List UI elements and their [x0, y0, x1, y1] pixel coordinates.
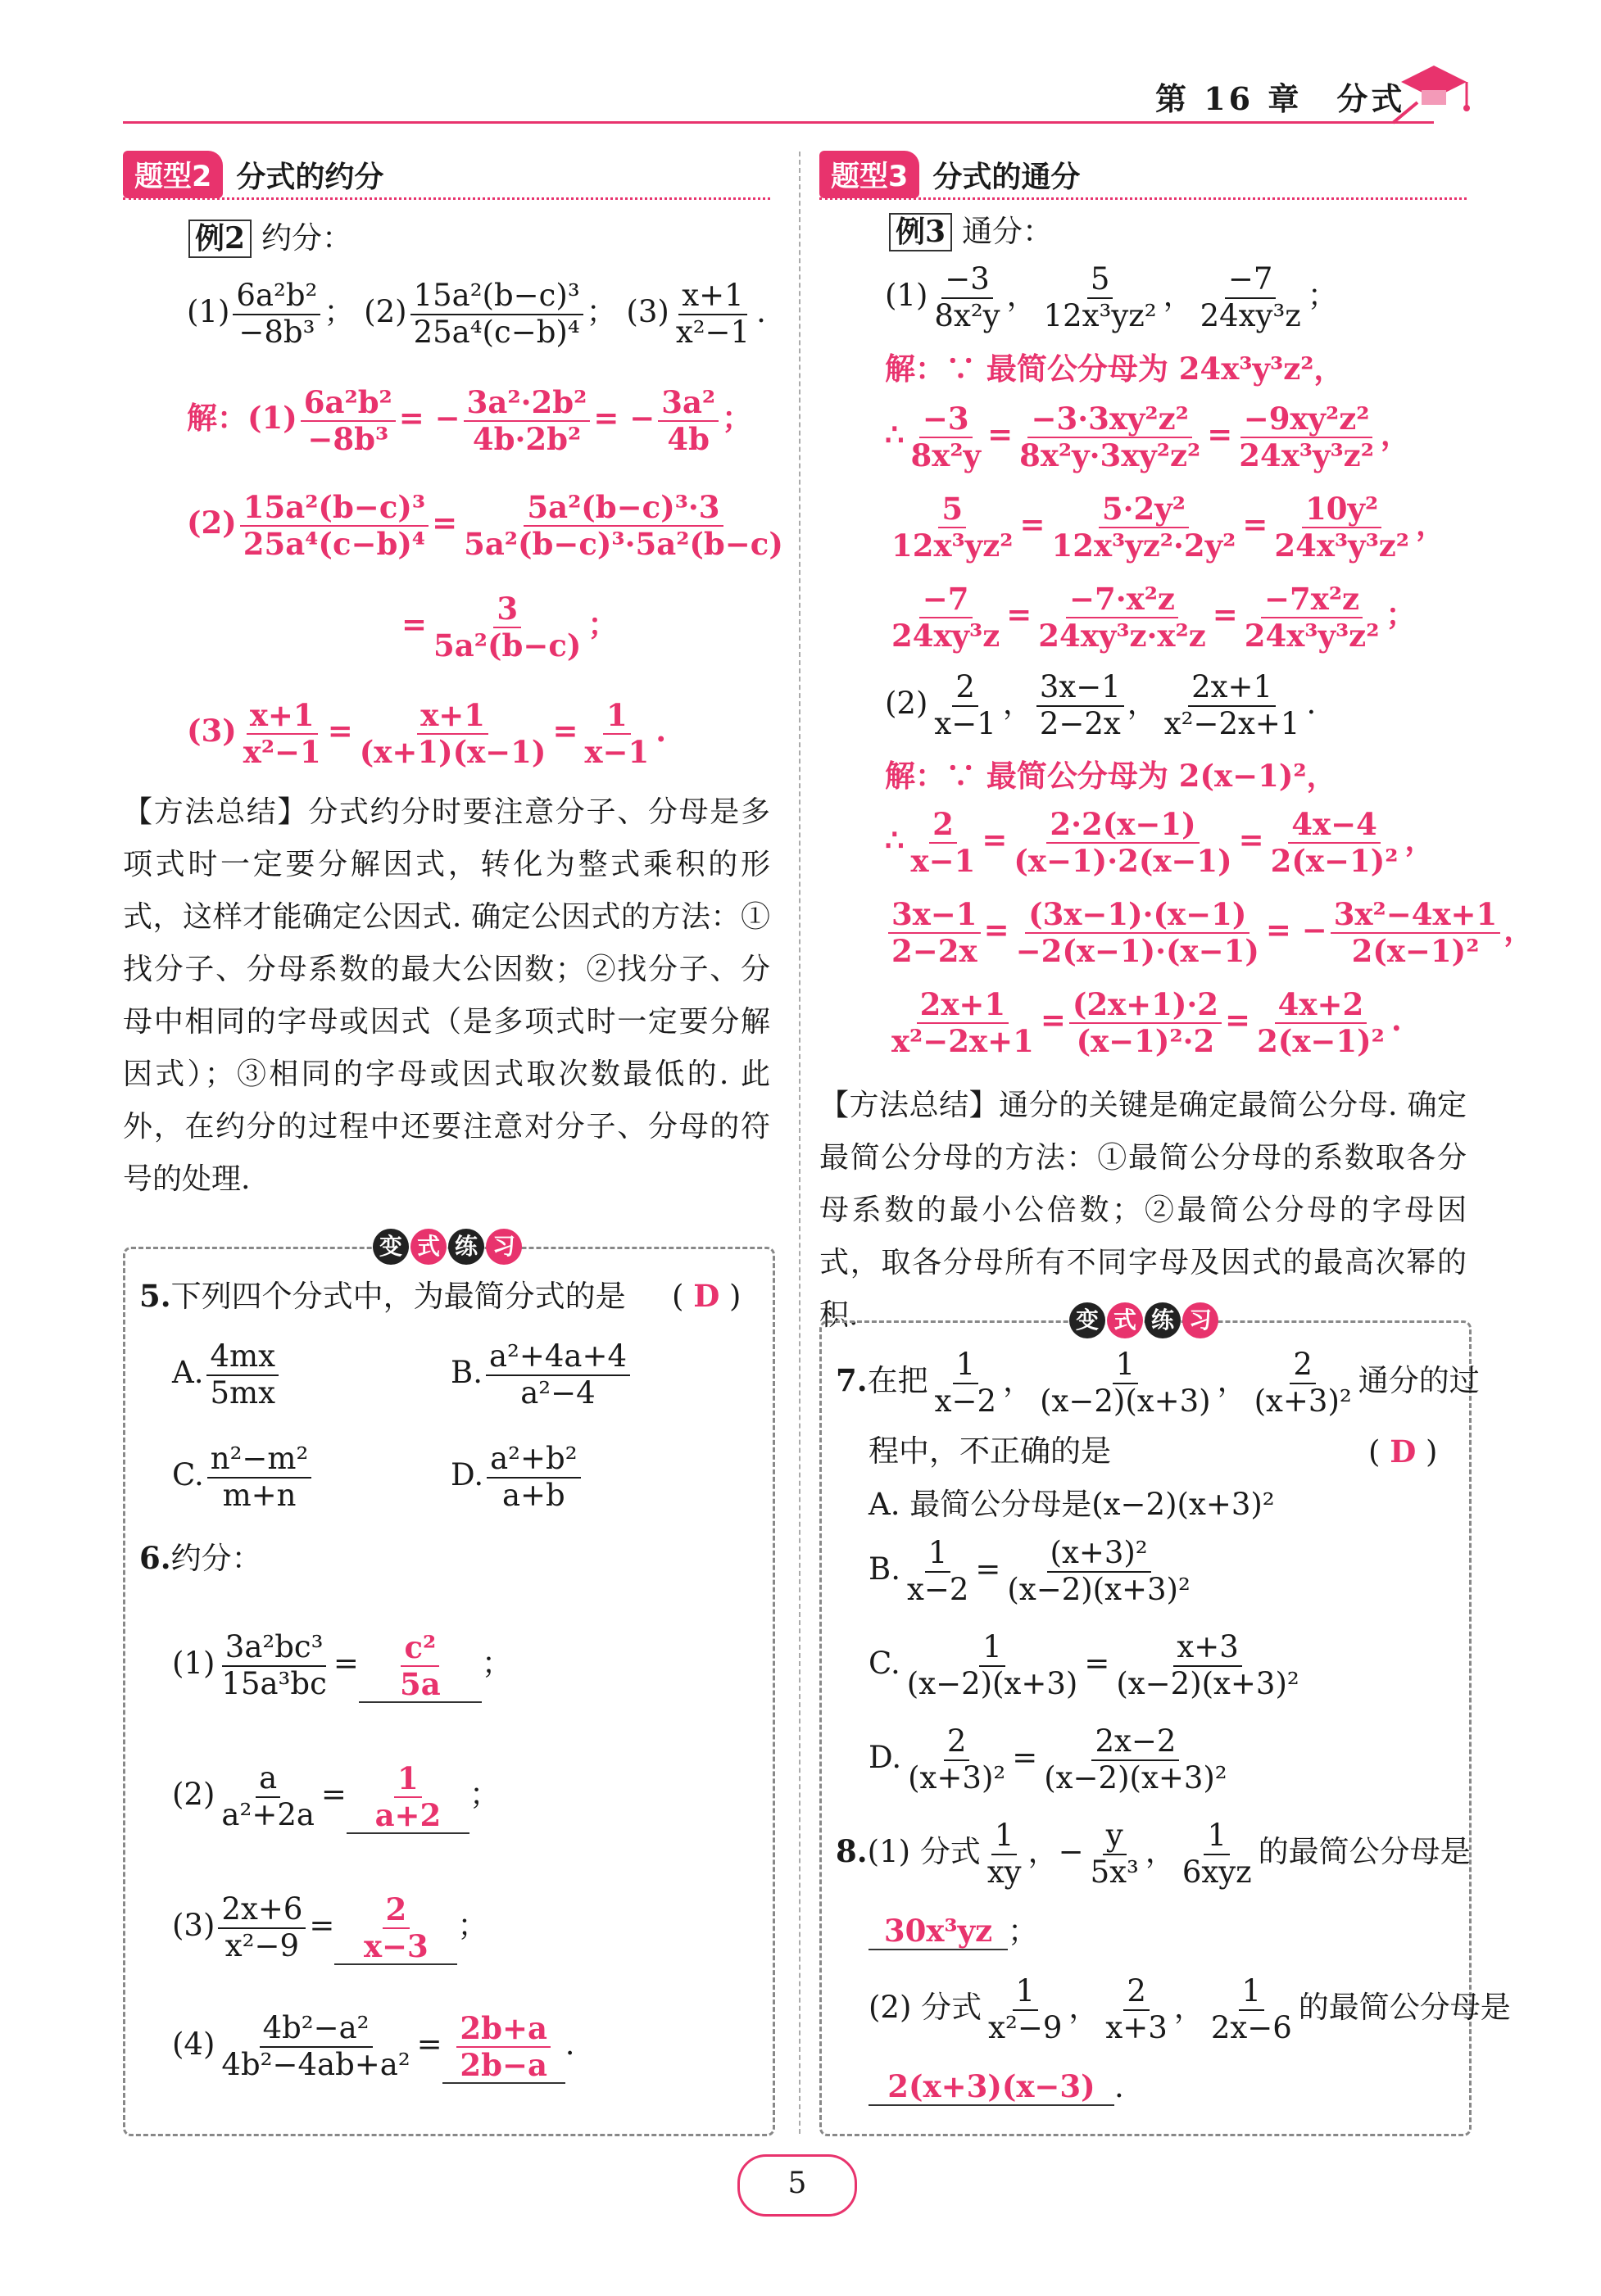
- option-5A: A. $\frac{4mx}{5mx}$: [172, 1339, 282, 1411]
- solution3-t3: $\frac{2x+1}{\text{x²−2x+1}}$ = $\frac{(2x+1)\cdot 2}{\text{(x−1)²·2}}$ = $\frac{4x+2}{\text{2(x−1)²}}$ .: [891, 986, 1402, 1059]
- graduation-cap-pencil-icon: [1385, 49, 1475, 131]
- example-title: 约分：: [261, 220, 353, 256]
- solution3-intro1: 解：∵ 最简公分母为 24x³y³z²，: [885, 351, 1345, 387]
- section-title: 分式的约分: [236, 160, 384, 194]
- header-rule: [123, 121, 1434, 124]
- solution3-t1: ∴ $\frac{2}{x-1}$ = $\frac{2\cdot 2(x-1)}{(x-1)\cdot 2(x-1)}$ = $\frac{4x-4}{\text{2(x−1)²}}$ ，: [885, 806, 1435, 879]
- problem-7-line2: 程中，不正确的是: [869, 1433, 1111, 1469]
- q-label: (2): [364, 294, 407, 330]
- method-summary-left: 【方法总结】分式约分时要注意分子、分母是多项式时一定要分解因式，转化为整式乘积的形式，这样才能确定公因式. 确定公因式的方法：①找分子、分母系数的最大公因数；②找分子、分母中相同的字母或因式（是多项式时一定要分解因式）；③相同的字母或因式取次数最低的. 此外，在约分的过程中还要注意对分子、分母的符号的处理.: [123, 795, 770, 1196]
- problem-5-answer: ( D ): [672, 1278, 742, 1314]
- fraction: $\frac{x+1}{\text{x²−1}}$: [675, 278, 751, 350]
- problem-6: 6.约分：: [139, 1540, 262, 1576]
- problem-7-answer: ( D ): [1368, 1433, 1438, 1470]
- solution2-2: (2) $\frac{\text{15a²(b−c)³}}{\text{25a⁴(c−b)⁴}}$ = $\frac{\text{5a²(b−c)³·3}}{\text{5a²(b−c)³·5a²(b−c)}}$: [187, 489, 783, 562]
- column-divider: [799, 152, 800, 2134]
- option-5D: D. $\frac{\text{a²+b²}}{a+b}$: [451, 1442, 584, 1513]
- problem-7: 7.在把 $\frac{1}{x-2}$ ， $\frac{1}{(x-2)(x+3)}$ ， $\frac{2}{\text{(x+3)²}}$ 通分的过: [836, 1347, 1480, 1419]
- left-column: [123, 152, 770, 200]
- section-header-type2: [123, 152, 770, 200]
- q-label: (3): [626, 294, 669, 330]
- problem-5: 5.下列四个分式中，为最简分式的是: [139, 1278, 626, 1314]
- example-tag: 例2: [188, 220, 252, 258]
- section-tag: 题型3: [819, 151, 919, 198]
- section-tag: 题型2: [123, 151, 223, 198]
- solution2-2b: = $\frac{3}{\text{5a²(b−c)}}$ ；: [401, 591, 619, 663]
- section-title: 分式的通分: [932, 160, 1081, 194]
- problem-8-1-answer: 30x³yz ；: [869, 1913, 1038, 1950]
- solution2-1: 解：(1) $\frac{\text{6a²b²}}{\text{−8b³}}$ = − $\frac{\text{3a²·2b²}}{\text{4b·2b²}}$ = − $\frac{\text{3a²}}{4b}$ ；: [187, 384, 753, 457]
- solution3-intro2: 解：∵ 最简公分母为 2(x−1)²，: [885, 758, 1337, 794]
- q-label: (1): [187, 294, 230, 330]
- right-column: [819, 152, 1467, 200]
- problem-6-3: (3) $\frac{2x+6}{\text{x²−9}}$ = $\frac{2}{x-3}$ ；: [172, 1891, 488, 1964]
- solution2-3: (3) $\frac{x+1}{\text{x²−1}}$ = $\frac{x+1}{(x+1)(x-1)}$ = $\frac{1}{x-1}$ .: [187, 697, 667, 770]
- problem-6-4: (4) $\frac{\text{4b²−a²}}{\text{4b²−4ab+a²}}$ = $\frac{2b+a}{2b-a}$ .: [172, 2010, 575, 2083]
- example3-heading: [889, 213, 1053, 251]
- example3-q1: (1) $\frac{-3}{\text{8x²y}}$ ， $\frac{5}{\text{12x³yz²}}$ ， $\frac{-7}{\text{24xy³z}}$ ；: [885, 261, 1338, 333]
- example2-questions: (1) $\frac{\text{6a²b²}}{\text{−8b³}}$ ； (2) $\frac{\text{15a²(b−c)³}}{\text{25a⁴(c−b)⁴}}$ ； (3) $\frac{x+1}{\text{x²−1}}$ .: [187, 278, 766, 350]
- solution3-r1: ∴ $\frac{-3}{\text{8x²y}}$ = $\frac{\text{−3·3xy²z²}}{\text{8x²y·3xy²z²}}$ = $\frac{\text{−9xy²z²}}{\text{24x³y³z²}}$ ，: [885, 401, 1411, 473]
- option-7C: C. $\frac{1}{(x-2)(x+3)}$ = $\frac{x+3}{\text{(x−2)(x+3)²}}$: [869, 1629, 1299, 1701]
- problem-8-2-answer: 2(x+3)(x−3) .: [869, 2068, 1124, 2106]
- solution3-r2: $\frac{5}{\text{12x³yz²}}$ = $\frac{\text{5·2y²}}{\text{12x³yz²·2y²}}$ = $\frac{\text{10y²}}{\text{24x³y³z²}}$ ，: [891, 491, 1447, 564]
- method-summary-right: 【方法总结】通分的关键是确定最简公分母. 确定最简公分母的方法：①最简公分母的系数取各分母系数的最小公倍数；②最简公分母的字母因式，取各分母所有不同字母及因式的最高次幂的积.: [819, 1089, 1467, 1332]
- fraction: $\frac{\text{6a²b²}}{\text{−8b³}}$: [233, 279, 320, 350]
- fraction: $\frac{\text{15a²(b−c)³}}{\text{25a⁴(c−b)⁴}}$: [410, 279, 583, 350]
- example-title: 通分：: [962, 214, 1054, 249]
- practice-badge: 变 式 练 习: [1069, 1302, 1218, 1338]
- solution3-t2: $\frac{3x-1}{2-2x}$ = $\frac{(3x-1)\cdot(x-1)}{-2(x-1)\cdot(x-1)}$ = − $\frac{\text{3x²−4x+1}}{\text{2(x−1)²}}$ ，: [885, 897, 1534, 968]
- solution3-r3: $\frac{-7}{\text{24xy³z}}$ = $\frac{\text{−7·x²z}}{\text{24xy³z·x²z}}$ = $\frac{\text{−7x²z}}{\text{24x³y³z²}}$ ；: [891, 581, 1417, 654]
- example3-q2: (2) $\frac{2}{x-1}$ ， $\frac{3x-1}{2-2x}$ ， $\frac{2x+1}{\text{x²−2x+1}}$ .: [885, 669, 1317, 741]
- practice-badge: 变 式 练 习: [373, 1229, 522, 1265]
- option-5C: C. $\frac{\text{n²−m²}}{m+n}$: [172, 1442, 315, 1513]
- problem-8-1: 8.(1) 分式 $\frac{1}{xy}$ ，− $\frac{y}{\text{5x³}}$ ， 1 6xyz 的最简公分母是: [836, 1818, 1471, 1890]
- option-7B: B. $\frac{1}{x-2}$ = $\frac{\text{(x+3)²}}{\text{(x−2)(x+3)²}}$: [869, 1535, 1191, 1607]
- chapter-header: 第 16 章 分式: [1155, 80, 1406, 117]
- option-7D: D. $\frac{2}{\text{(x+3)²}}$ = $\frac{2x-2}{\text{(x−2)(x+3)²}}$: [869, 1723, 1227, 1796]
- option-5B: B. $\frac{\text{a²+4a+4}}{\text{a²−4}}$: [451, 1339, 633, 1411]
- section-header-type3: [819, 152, 1467, 200]
- page-number: 5: [737, 2154, 857, 2217]
- problem-8-2: (2) 分式 $\frac{1}{\text{x²−9}}$ ， $\frac{2}{x+3}$ ， $\frac{1}{2x-6}$ 的最简公分母是: [869, 1973, 1511, 2045]
- option-7A: A. 最简公分母是(x−2)(x+3)²: [869, 1487, 1275, 1522]
- problem-6-2: (2) $\frac{a}{\text{a²+2a}}$ = $\frac{1}{a+2}$ ；: [172, 1760, 500, 1833]
- problem-6-1: (1) $\frac{\text{3a²bc³}}{\text{15a³bc}}$ = $\frac{\text{c²}}{5a}$ ；: [172, 1629, 512, 1702]
- example2-heading: [188, 220, 352, 258]
- example-tag: 例3: [889, 213, 952, 251]
